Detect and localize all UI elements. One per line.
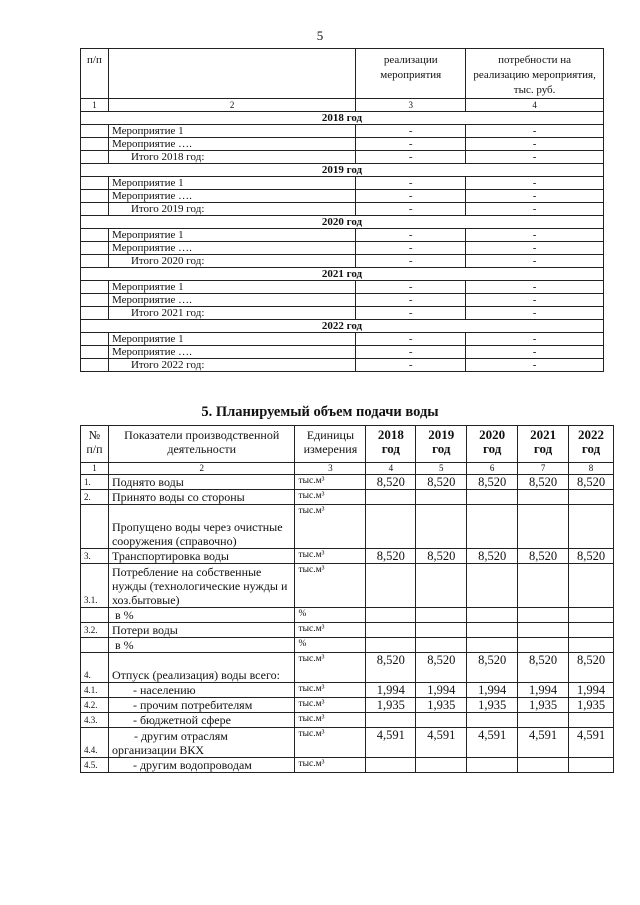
value-cell-2019: 8,520 xyxy=(416,475,467,490)
measures-cost-table xyxy=(80,48,604,372)
value-cell-2018: 8,520 xyxy=(366,475,416,490)
measure-name: Мероприятие 1 xyxy=(108,333,355,346)
unit-cell: тыс.м³ xyxy=(295,698,366,713)
table1-header-name xyxy=(108,49,355,99)
table-row xyxy=(81,564,614,608)
unit-cell: тыс.м³ xyxy=(295,623,366,638)
table-row xyxy=(81,728,614,758)
indicator-name: - другим водопроводам xyxy=(108,758,295,773)
row-number xyxy=(81,505,109,549)
value-cell-2020: 8,520 xyxy=(467,549,518,564)
measure-row xyxy=(81,229,604,242)
table1-colnum: 1 xyxy=(81,99,109,112)
year-total-row xyxy=(81,255,604,268)
table-row xyxy=(81,608,614,623)
table-row xyxy=(81,623,614,638)
value-cell-2022 xyxy=(569,623,614,638)
year-total-row xyxy=(81,307,604,320)
value-cell-2019: 1,994 xyxy=(416,683,467,698)
value-cell-2018 xyxy=(366,638,416,653)
row-number: 3.2. xyxy=(81,623,109,638)
measure-num xyxy=(81,346,109,359)
value-cell-2019 xyxy=(416,758,467,773)
section-5-title: 5. Планируемый объем подачи воды xyxy=(201,404,439,420)
measure-row xyxy=(81,177,604,190)
table2-colnum: 8 xyxy=(569,463,614,475)
value-cell-2019 xyxy=(416,505,467,549)
measure-cost: - xyxy=(466,333,604,346)
page-number: 5 xyxy=(316,28,324,43)
value-cell-2019 xyxy=(416,713,467,728)
value-cell-2022: 1,994 xyxy=(569,683,614,698)
value-cell-2022: 8,520 xyxy=(569,549,614,564)
unit-cell: тыс.м³ xyxy=(295,564,366,608)
unit-cell: тыс.м³ xyxy=(295,475,366,490)
measure-implementation: - xyxy=(356,242,466,255)
table1-column-numbers xyxy=(81,99,604,112)
value-cell-2018: 8,520 xyxy=(366,549,416,564)
measure-implementation: - xyxy=(356,294,466,307)
table-row xyxy=(81,638,614,653)
indicator-name: Потребление на собственные нужды (технологические нужды и хоз.бытовые) xyxy=(108,564,295,608)
value-cell-2018 xyxy=(366,505,416,549)
unit-cell: % xyxy=(295,608,366,623)
table-row xyxy=(81,505,614,549)
value-cell-2018 xyxy=(366,623,416,638)
value-cell-2022 xyxy=(569,564,614,608)
measure-row xyxy=(81,294,604,307)
measure-num xyxy=(81,229,109,242)
measure-row xyxy=(81,138,604,151)
table2-header-row xyxy=(81,426,614,463)
measure-name: Мероприятие …. xyxy=(108,190,355,203)
indicator-name: в % xyxy=(108,638,295,653)
measure-cost: - xyxy=(466,229,604,242)
value-cell-2018: 1,935 xyxy=(366,698,416,713)
measure-num xyxy=(81,333,109,346)
measure-cost: - xyxy=(466,190,604,203)
year-title: 2021 год xyxy=(81,268,604,281)
measure-implementation: - xyxy=(356,125,466,138)
table1-colnum: 2 xyxy=(108,99,355,112)
indicator-name: - населению xyxy=(108,683,295,698)
value-cell-2018 xyxy=(366,608,416,623)
value-cell-2022: 8,520 xyxy=(569,653,614,683)
table2-header-2019: 2019 год xyxy=(416,426,467,463)
measure-name: Итого 2018 год: xyxy=(108,151,355,164)
table2-header-2018: 2018 год xyxy=(366,426,416,463)
value-cell-2021 xyxy=(518,505,569,549)
value-cell-2021: 1,994 xyxy=(518,683,569,698)
unit-cell: тыс.м³ xyxy=(295,490,366,505)
table2-colnum: 6 xyxy=(467,463,518,475)
unit-cell: тыс.м³ xyxy=(295,505,366,549)
year-group-row xyxy=(81,112,604,125)
year-title: 2019 год xyxy=(81,164,604,177)
value-cell-2021: 8,520 xyxy=(518,475,569,490)
table2-colnum: 5 xyxy=(416,463,467,475)
unit-cell: тыс.м³ xyxy=(295,758,366,773)
unit-cell: тыс.м³ xyxy=(295,549,366,564)
indicator-name: Транспортировка воды xyxy=(108,549,295,564)
measure-num xyxy=(81,359,109,372)
table2-colnum: 7 xyxy=(518,463,569,475)
value-cell-2019 xyxy=(416,638,467,653)
measure-num xyxy=(81,307,109,320)
measure-name: Мероприятие …. xyxy=(108,346,355,359)
table2-colnum: 3 xyxy=(295,463,366,475)
value-cell-2020 xyxy=(467,505,518,549)
table1-colnum: 4 xyxy=(466,99,604,112)
value-cell-2021: 8,520 xyxy=(518,653,569,683)
unit-cell: тыс.м³ xyxy=(295,713,366,728)
measure-num xyxy=(81,281,109,294)
value-cell-2020 xyxy=(467,623,518,638)
year-total-row xyxy=(81,203,604,216)
year-title: 2022 год xyxy=(81,320,604,333)
measure-row xyxy=(81,242,604,255)
measure-cost: - xyxy=(466,125,604,138)
table2-header-indicator: Показатели производственной деятельности xyxy=(108,426,295,463)
row-number: 2. xyxy=(81,490,109,505)
row-number: 4.4. xyxy=(81,728,109,758)
table-row xyxy=(81,653,614,683)
measure-row xyxy=(81,333,604,346)
table-row xyxy=(81,683,614,698)
value-cell-2021 xyxy=(518,623,569,638)
value-cell-2018: 4,591 xyxy=(366,728,416,758)
table1-header-implementation: реализации мероприятия xyxy=(356,49,466,99)
measure-implementation: - xyxy=(356,307,466,320)
measure-name: Мероприятие 1 xyxy=(108,229,355,242)
value-cell-2019 xyxy=(416,623,467,638)
measure-implementation: - xyxy=(356,151,466,164)
value-cell-2019 xyxy=(416,490,467,505)
measure-cost: - xyxy=(466,151,604,164)
year-title: 2020 год xyxy=(81,216,604,229)
indicator-name: Поднято воды xyxy=(108,475,295,490)
value-cell-2019 xyxy=(416,564,467,608)
value-cell-2020 xyxy=(467,608,518,623)
value-cell-2022 xyxy=(569,490,614,505)
table1-header-cost: потребности на реализацию мероприятия, тыс. руб. xyxy=(466,49,604,99)
value-cell-2020: 8,520 xyxy=(467,653,518,683)
value-cell-2022: 8,520 xyxy=(569,475,614,490)
measure-name: Мероприятие 1 xyxy=(108,281,355,294)
measure-name: Итого 2021 год: xyxy=(108,307,355,320)
value-cell-2020 xyxy=(467,638,518,653)
table2-header-num: № п/п xyxy=(81,426,109,463)
value-cell-2019 xyxy=(416,608,467,623)
measure-row xyxy=(81,346,604,359)
measure-implementation: - xyxy=(356,203,466,216)
indicator-name: в % xyxy=(108,608,295,623)
measure-implementation: - xyxy=(356,177,466,190)
value-cell-2022 xyxy=(569,505,614,549)
table1-header-num: п/п xyxy=(81,49,109,99)
year-group-row xyxy=(81,320,604,333)
indicator-name: Пропущено воды через очистные сооружения (справочно) xyxy=(108,505,295,549)
value-cell-2022 xyxy=(569,758,614,773)
measure-cost: - xyxy=(466,359,604,372)
value-cell-2021 xyxy=(518,713,569,728)
table1-colnum: 3 xyxy=(356,99,466,112)
indicator-name: Отпуск (реализация) воды всего: xyxy=(108,653,295,683)
value-cell-2021: 1,935 xyxy=(518,698,569,713)
table2-header-unit: Единицы измерения xyxy=(295,426,366,463)
row-number: 4.3. xyxy=(81,713,109,728)
year-total-row xyxy=(81,151,604,164)
value-cell-2020: 8,520 xyxy=(467,475,518,490)
value-cell-2018 xyxy=(366,564,416,608)
measure-implementation: - xyxy=(356,346,466,359)
measure-num xyxy=(81,125,109,138)
measure-cost: - xyxy=(466,255,604,268)
measure-cost: - xyxy=(466,281,604,294)
measure-implementation: - xyxy=(356,255,466,268)
measure-name: Мероприятие …. xyxy=(108,138,355,151)
value-cell-2018: 8,520 xyxy=(366,653,416,683)
row-number: 4.1. xyxy=(81,683,109,698)
value-cell-2018: 1,994 xyxy=(366,683,416,698)
value-cell-2020 xyxy=(467,713,518,728)
measure-num xyxy=(81,294,109,307)
table-row xyxy=(81,549,614,564)
row-number: 1. xyxy=(81,475,109,490)
indicator-name: - другим отраслям организации ВКХ xyxy=(108,728,295,758)
measure-num xyxy=(81,255,109,268)
value-cell-2018 xyxy=(366,490,416,505)
measure-cost: - xyxy=(466,138,604,151)
indicator-name: - прочим потребителям xyxy=(108,698,295,713)
measure-name: Итого 2020 год: xyxy=(108,255,355,268)
table-row xyxy=(81,758,614,773)
measure-implementation: - xyxy=(356,333,466,346)
measure-name: Мероприятие 1 xyxy=(108,125,355,138)
table2-header-2021: 2021 год xyxy=(518,426,569,463)
value-cell-2022: 1,935 xyxy=(569,698,614,713)
measure-row xyxy=(81,125,604,138)
measure-num xyxy=(81,138,109,151)
measure-name: Мероприятие …. xyxy=(108,294,355,307)
measure-name: Итого 2019 год: xyxy=(108,203,355,216)
row-number xyxy=(81,608,109,623)
unit-cell: тыс.м³ xyxy=(295,683,366,698)
table1-header-row xyxy=(81,49,604,99)
value-cell-2021: 8,520 xyxy=(518,549,569,564)
table-row xyxy=(81,490,614,505)
measure-implementation: - xyxy=(356,281,466,294)
unit-cell: тыс.м³ xyxy=(295,728,366,758)
measure-num xyxy=(81,242,109,255)
measure-cost: - xyxy=(466,203,604,216)
measure-implementation: - xyxy=(356,190,466,203)
value-cell-2020: 4,591 xyxy=(467,728,518,758)
measure-implementation: - xyxy=(356,138,466,151)
measure-cost: - xyxy=(466,294,604,307)
measure-cost: - xyxy=(466,307,604,320)
value-cell-2022 xyxy=(569,713,614,728)
table2-header-2020: 2020 год xyxy=(467,426,518,463)
value-cell-2021 xyxy=(518,758,569,773)
measure-cost: - xyxy=(466,346,604,359)
unit-cell: тыс.м³ xyxy=(295,653,366,683)
measure-name: Итого 2022 год: xyxy=(108,359,355,372)
measure-num xyxy=(81,203,109,216)
measure-num xyxy=(81,177,109,190)
indicator-name: - бюджетной сфере xyxy=(108,713,295,728)
unit-cell: % xyxy=(295,638,366,653)
measure-cost: - xyxy=(466,242,604,255)
year-group-row xyxy=(81,268,604,281)
value-cell-2021: 4,591 xyxy=(518,728,569,758)
measure-row xyxy=(81,190,604,203)
indicator-name: Потери воды xyxy=(108,623,295,638)
table2-column-numbers xyxy=(81,463,614,475)
table2-colnum: 1 xyxy=(81,463,109,475)
value-cell-2019: 8,520 xyxy=(416,549,467,564)
value-cell-2021 xyxy=(518,564,569,608)
value-cell-2020 xyxy=(467,758,518,773)
table-row xyxy=(81,475,614,490)
row-number xyxy=(81,638,109,653)
value-cell-2019: 8,520 xyxy=(416,653,467,683)
value-cell-2020 xyxy=(467,490,518,505)
measure-name: Мероприятие 1 xyxy=(108,177,355,190)
year-group-row xyxy=(81,216,604,229)
value-cell-2022 xyxy=(569,608,614,623)
value-cell-2020: 1,994 xyxy=(467,683,518,698)
year-group-row xyxy=(81,164,604,177)
measure-num xyxy=(81,151,109,164)
value-cell-2021 xyxy=(518,490,569,505)
value-cell-2020: 1,935 xyxy=(467,698,518,713)
table2-header-2022: 2022 год xyxy=(569,426,614,463)
table-row xyxy=(81,713,614,728)
measure-name: Мероприятие …. xyxy=(108,242,355,255)
value-cell-2019: 4,591 xyxy=(416,728,467,758)
measure-implementation: - xyxy=(356,229,466,242)
measure-cost: - xyxy=(466,177,604,190)
value-cell-2021 xyxy=(518,608,569,623)
value-cell-2018 xyxy=(366,713,416,728)
row-number: 3.1. xyxy=(81,564,109,608)
row-number: 4. xyxy=(81,653,109,683)
row-number: 4.5. xyxy=(81,758,109,773)
value-cell-2021 xyxy=(518,638,569,653)
table2-colnum: 2 xyxy=(108,463,295,475)
row-number: 4.2. xyxy=(81,698,109,713)
table2-colnum: 4 xyxy=(366,463,416,475)
row-number: 3. xyxy=(81,549,109,564)
measure-implementation: - xyxy=(356,359,466,372)
value-cell-2020 xyxy=(467,564,518,608)
water-supply-table xyxy=(80,425,614,773)
value-cell-2018 xyxy=(366,758,416,773)
value-cell-2019: 1,935 xyxy=(416,698,467,713)
table-row xyxy=(81,698,614,713)
value-cell-2022: 4,591 xyxy=(569,728,614,758)
value-cell-2022 xyxy=(569,638,614,653)
year-title: 2018 год xyxy=(81,112,604,125)
measure-num xyxy=(81,190,109,203)
measure-row xyxy=(81,281,604,294)
year-total-row xyxy=(81,359,604,372)
indicator-name: Принято воды со стороны xyxy=(108,490,295,505)
